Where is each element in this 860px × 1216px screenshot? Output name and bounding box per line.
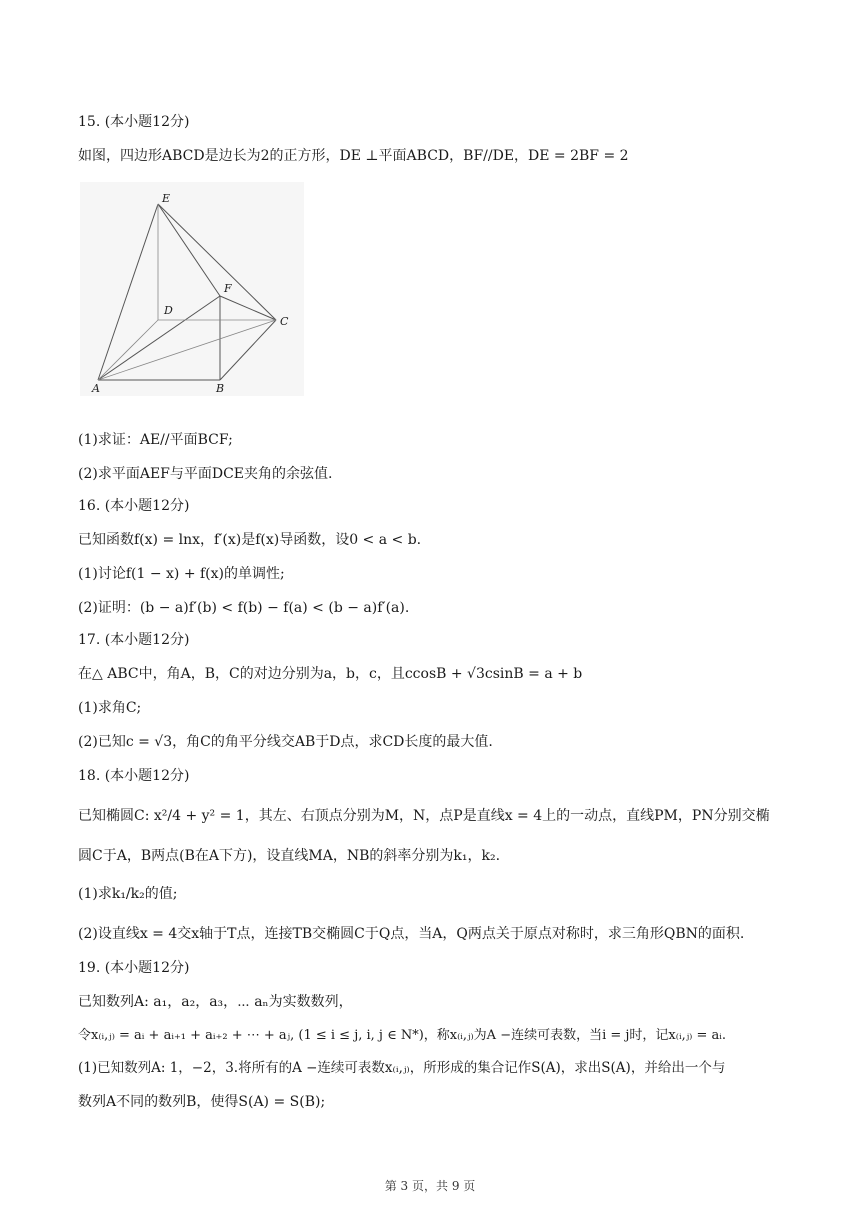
problem-18-q1: (1)求k₁/k₂的值;	[78, 886, 178, 902]
problem-16-stem: 已知函数f(x) = lnx，f′(x)是f(x)导函数，设0 < a < b.	[78, 532, 422, 548]
label-A: A	[92, 382, 100, 395]
label-C: C	[280, 315, 289, 328]
problem-18-header: 18. (本小题12分)	[78, 768, 190, 784]
problem-19-stem-line2: 令x₍ᵢ,ⱼ₎ = aᵢ + aᵢ₊₁ + aᵢ₊₂ + ⋯ + aⱼ, (1 ≤ i ≤ j, i, j ∈ N*)，称x₍ᵢ,ⱼ₎为A −连续可表数，当i = j时，记x₍ᵢ,ⱼ₎ = aᵢ.	[78, 1028, 726, 1043]
problem-18-stem-line2: 圆C于A，B两点(B在A下方)，设直线MA，NB的斜率分别为k₁，k₂.	[78, 848, 501, 864]
pyramid-diagram	[80, 182, 304, 396]
problem-15-q1: (1)求证：AE//平面BCF;	[78, 432, 233, 448]
problem-19-q1-line2: 数列A不同的数列B，使得S(A) = S(B);	[78, 1094, 326, 1110]
problem-19-stem-line1: 已知数列A: a₁，a₂，a₃，⋯ aₙ为实数数列，	[78, 994, 353, 1010]
problem-15-stem: 如图，四边形ABCD是边长为2的正方形，DE ⊥平面ABCD，BF//DE，DE = 2BF = 2	[78, 148, 629, 164]
problem-16-header: 16. (本小题12分)	[78, 498, 190, 514]
problem-16-q1: (1)讨论f(1 − x) + f(x)的单调性;	[78, 566, 285, 582]
problem-15-q2: (2)求平面AEF与平面DCE夹角的余弦值.	[78, 466, 333, 482]
label-E: E	[162, 192, 171, 205]
problem-18-stem-line1: 已知椭圆C: x²/4 + y² = 1，其左、右顶点分别为M，N，点P是直线x = 4上的一动点，直线PM，PN分别交椭	[78, 808, 770, 824]
problem-19-header: 19. (本小题12分)	[78, 960, 190, 976]
label-F: F	[224, 282, 232, 295]
pyramid-figure	[80, 182, 304, 396]
problem-17-q1: (1)求角C;	[78, 700, 142, 716]
problem-17-header: 17. (本小题12分)	[78, 632, 190, 648]
problem-17-stem: 在△ ABC中，角A，B，C的对边分别为a，b，c，且ccosB + √3csinB = a + b	[78, 666, 583, 682]
label-D: D	[164, 304, 173, 317]
problem-19-q1-line1: (1)已知数列A: 1，−2，3.将所有的A −连续可表数x₍ᵢ,ⱼ₎，所形成的集合记作S(A)，求出S(A)，并给出一个与	[78, 1060, 726, 1076]
problem-18-q2: (2)设直线x = 4交x轴于T点，连接TB交椭圆C于Q点，当A，Q两点关于原点对称时，求三角形QBN的面积.	[78, 926, 745, 942]
label-B: B	[216, 382, 225, 395]
problem-16-q2: (2)证明：(b − a)f′(b) < f(b) − f(a) < (b − a)f′(a).	[78, 600, 410, 616]
page-footer: 第 3 页，共 9 页	[384, 1179, 476, 1193]
problem-17-q2: (2)已知c = √3，角C的角平分线交AB于D点，求CD长度的最大值.	[78, 734, 493, 750]
problem-15-header: 15. (本小题12分)	[78, 114, 190, 130]
